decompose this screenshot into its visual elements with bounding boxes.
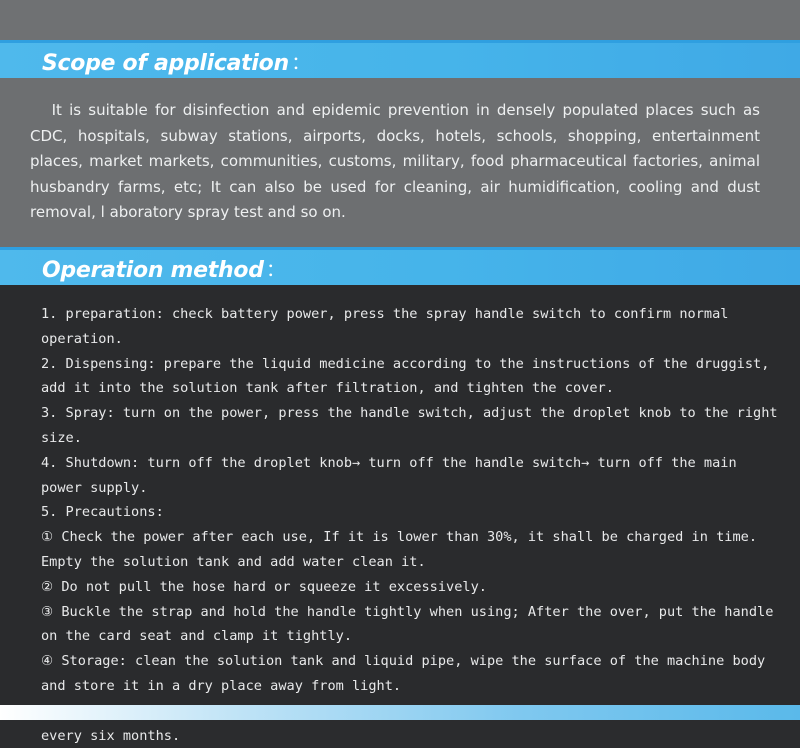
operation-section <box>0 285 800 744</box>
scope-title <box>42 46 313 77</box>
scope-section <box>0 78 800 247</box>
precaution-item-3: ③ Buckle the strap and hold the handle tightly when using; After the over, put the handle on the card seat and clamp it tightly. <box>41 603 774 645</box>
precaution-item-1: ① Check the power after each use, If it is lower than 30%, it shall be charged in time. Empty the solution tank and add water clean it. <box>41 529 758 570</box>
top-strip <box>0 0 800 40</box>
scope-banner <box>0 40 800 78</box>
operation-title <box>42 253 287 284</box>
scope-title-text: Scope of application <box>42 51 289 76</box>
operation-title-colon: ： <box>265 258 288 283</box>
scope-title-colon: ： <box>290 51 313 76</box>
scope-paragraph <box>30 98 760 226</box>
precaution-item-4: ④ Storage: clean the solution tank and liquid pipe, wipe the surface of the machine body and store it in a dry place away from light. <box>41 653 766 694</box>
precaution-item-5: every six months. <box>41 727 181 744</box>
operation-step-dispensing: 2. Dispensing: prepare the liquid medicine according to the instructions of the druggist, add it into the solution tank after filtration, and tighten the cover. <box>41 355 770 397</box>
operation-step-spray: 3. Spray: turn on the power, press the handle switch, adjust the droplet knob to the right size. <box>41 405 778 446</box>
operation-title-text: Operation method <box>42 258 264 283</box>
operation-step-precautions: 5. Precautions: <box>41 504 164 521</box>
precaution-item-2: ② Do not pull the hose hard or squeeze it excessively. <box>41 578 487 595</box>
bottom-gradient-bar <box>0 705 800 720</box>
operation-banner <box>0 247 800 285</box>
operation-step-preparation: 1. preparation: check battery power, press the spray handle switch to confirm normal operation. <box>41 306 729 347</box>
operation-step-shutdown: 4. Shutdown: turn off the droplet knob→ turn off the handle switch→ turn off the main power supply. <box>41 454 737 496</box>
scope-paragraph-text: It is suitable for disinfection and epidemic prevention in densely populated places such as CDC, hospitals, subway stations, airports, docks, hotels, schools, shopping, entertainment places, market markets, communities, customs, military, food pharmaceutical factories, animal husbandry farms, etc; It can also be used for cleaning, air humidification, cooling and dust removal, l aboratory spray test and so on. <box>30 101 760 222</box>
operation-list <box>41 302 781 748</box>
